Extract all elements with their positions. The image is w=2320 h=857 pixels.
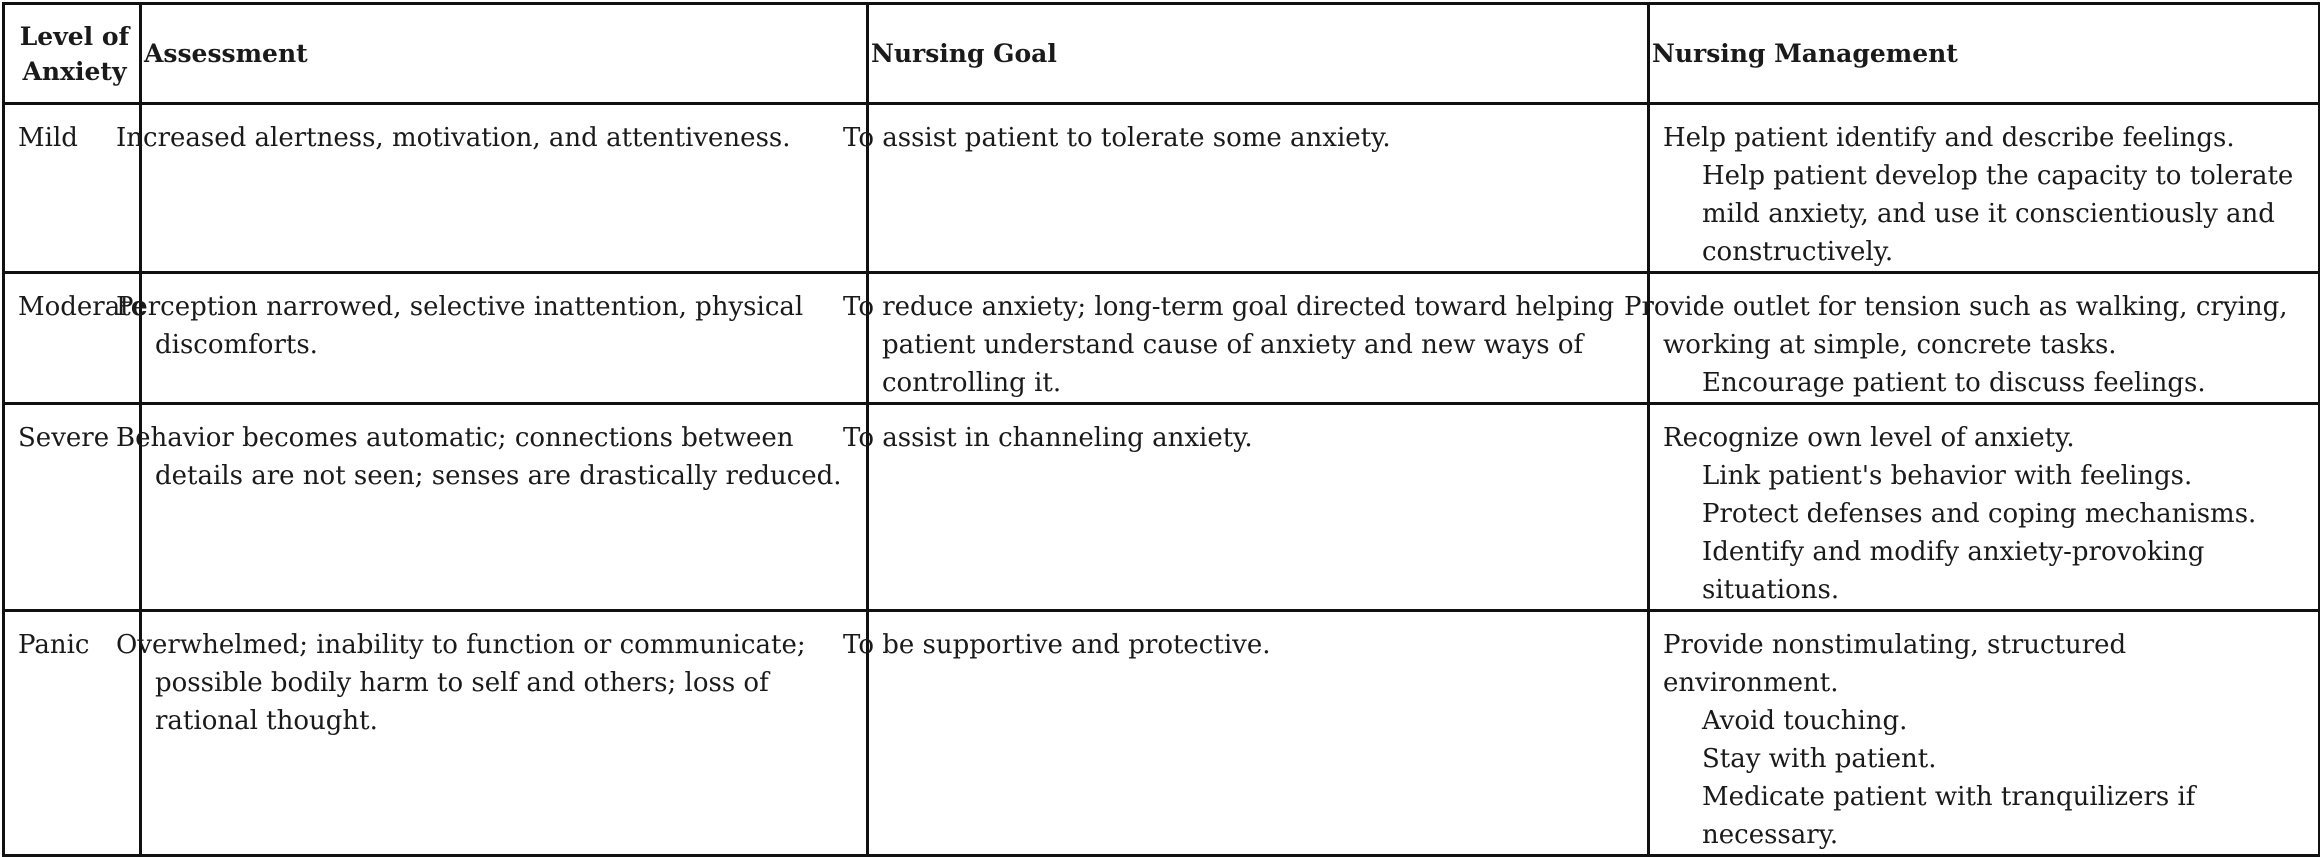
assessment-cell: Increased alertness, motivation, and attentiveness. [141,104,868,273]
assessment-cell: Perception narrowed, selective inattention, physical discomforts. [141,273,868,404]
management-item: Recognize own level of anxiety. [1663,423,2075,453]
goal-cell: To reduce anxiety; long-term goal directed toward helping patient understand cause of anxiety and new ways of controlling it. [868,273,1649,404]
management-item: Encourage patient to discuss feelings. [1702,368,2206,398]
table-row-panic [4,611,2320,856]
assessment-cell: Overwhelmed; inability to function or communicate; possible bodily harm to self and others; loss of rational thought. [141,611,868,856]
assessment-cell: Behavior becomes automatic; connections between details are not seen; senses are drastically reduced. [141,404,868,611]
header-level-of-anxiety [4,4,141,104]
management-item: Protect defenses and coping mechanisms. [1702,499,2257,529]
management-item: Provide outlet for tension such as walking, crying, working at simple, concrete tasks. [1624,292,2288,360]
management-cell [1624,273,2320,404]
management-cell [1649,104,2320,273]
level-cell: Moderate [4,273,141,404]
goal-cell: To assist in channeling anxiety. [868,404,1649,611]
header-nursing-management: Nursing Management [1649,4,2320,104]
header-level-line1: Level of [19,21,130,51]
level-cell: Panic [4,611,141,856]
management-item: Identify and modify anxiety-provoking situations. [1702,537,2205,605]
management-item: Link patient's behavior with feelings. [1702,461,2193,491]
table-row-severe [4,404,2320,611]
management-cell [1649,611,2320,856]
header-assessment: Assessment [141,4,868,104]
management-cell [1649,404,2320,611]
goal-cell: To be supportive and protective. [868,611,1649,856]
management-item: Provide nonstimulating, structured environment. [1663,630,2127,698]
management-item: Stay with patient. [1702,744,1937,774]
level-cell: Severe [4,404,141,611]
table-row-moderate [4,273,2320,404]
management-item: Medicate patient with tranquilizers if necessary. [1702,782,2196,850]
management-item: Help patient identify and describe feelings. [1663,123,2235,153]
level-cell: Mild [4,104,141,273]
goal-cell: To assist patient to tolerate some anxiety. [868,104,1649,273]
header-row [4,4,2320,104]
management-item: Help patient develop the capacity to tolerate mild anxiety, and use it conscientiously and constructively. [1702,161,2294,267]
header-level-line2: Anxiety [22,56,127,86]
management-item: Avoid touching. [1702,706,1908,736]
anxiety-levels-table [2,2,2320,857]
header-nursing-goal: Nursing Goal [868,4,1649,104]
table-row-mild [4,104,2320,273]
